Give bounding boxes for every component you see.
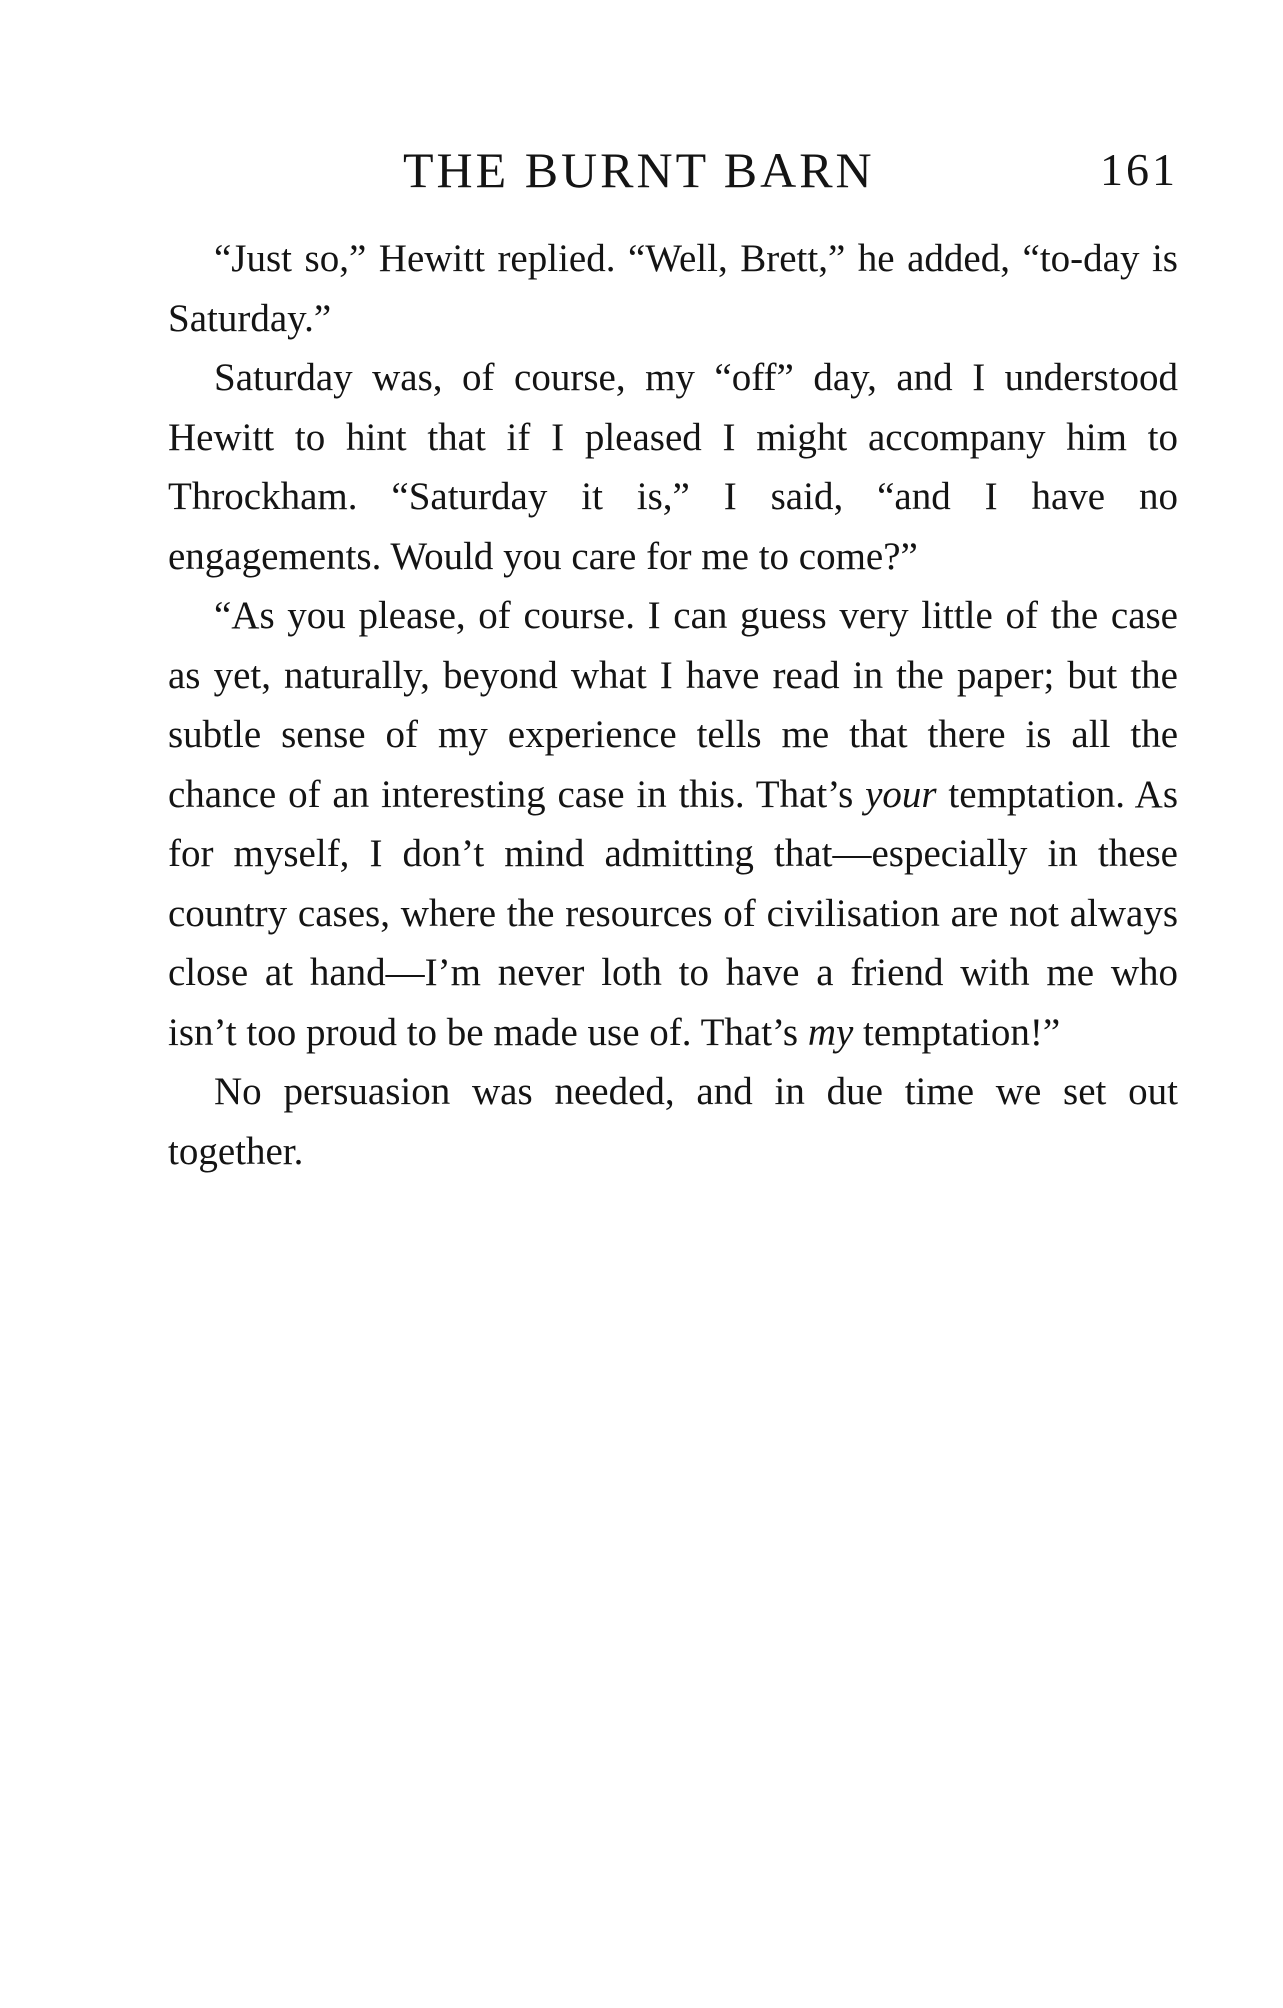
page-header [168, 140, 1178, 210]
paragraph-2: Saturday was, of course, my “off” day, and I understood Hewitt to hint that if I pleased I might accompany him to Throckham. “Saturday it is,” I said, “and I have no engagements. Would you care for me to come?” [168, 356, 1178, 578]
paragraph-1: “Just so,” Hewitt replied. “Well, Brett,” he added, “to-day is Saturday.” [168, 237, 1178, 340]
page-number: 161 [1100, 144, 1178, 195]
emphasis-my: my [807, 1010, 854, 1054]
paragraph-3 [168, 586, 1178, 1062]
paragraph-3-part-1: “As you please, of course. I can guess very little of the case as yet, naturally, beyond what I have read in the paper; but the subtle sense of my experience tells me that there is all the chance of an interesting case in this. That’s [168, 594, 1178, 816]
paragraph-4: No persuasion was needed, and in due time we set out together. [168, 1070, 1178, 1173]
paragraph-3-part-2: temptation. As for myself, I don’t mind admitting that—especially in these country cases, where the resources of civilisation are not always close at hand—I’m never loth to have a friend with me who isn’t too proud to be made use of. That’s [168, 772, 1178, 1054]
running-title: THE BURNT BARN [403, 142, 875, 198]
emphasis-your: your [865, 772, 937, 816]
paragraph-3-part-3: temptation!” [853, 1010, 1061, 1054]
body-text [168, 229, 1178, 1181]
